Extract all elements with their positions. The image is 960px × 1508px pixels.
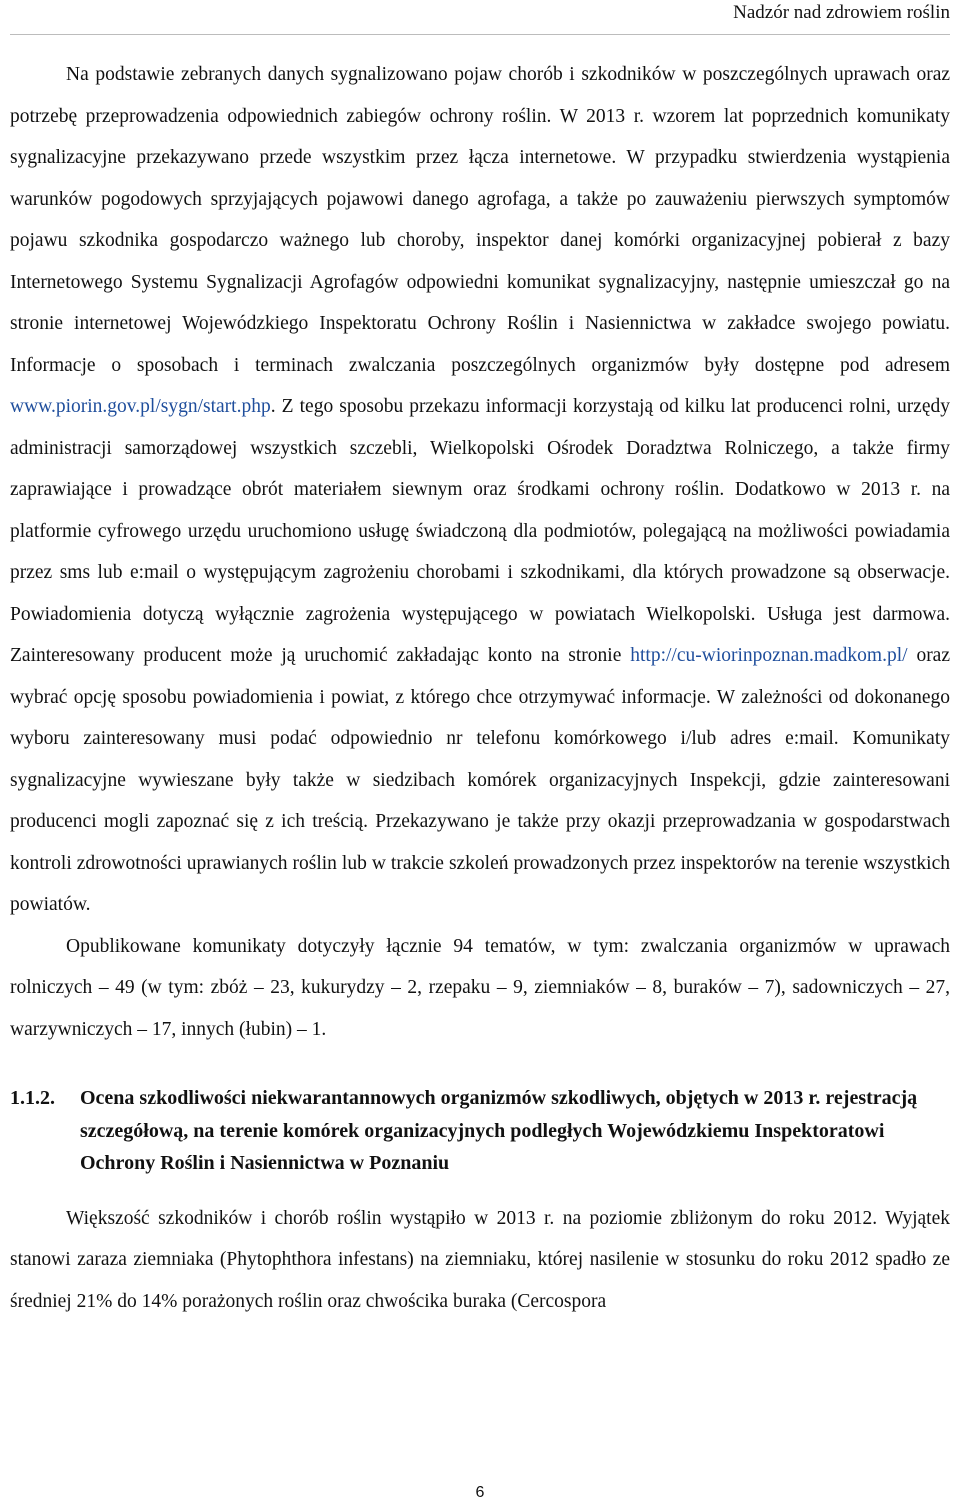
paragraph-text: . Z tego sposobu przekazu informacji korzystają od kilku lat producenci rolni, urzędy administracji samorządowej wszystkich szczebli, Wielkopolski Ośrodek Doradztwa Rolniczego, a także firmy zaprawiające i prowadzące obrót materiałem siewnym oraz środkami ochrony roślin. Dodatkowo w 2013 r. na platformie cyfrowego urzędu uruchomiono usługę świadczoną dla podmiotów, polegającą na możliwości powiadamia przez sms lub e:mail o występującym zagrożeniu chorobami i szkodnikami, dla których prowadzone są obserwacje. Powiadomienia dotyczą wyłącznie zagrożenia występującego w powiatach Wielkopolski. Usługa jest darmowa. Zainteresowany producent może ją uruchomić zakładając konto na stronie (10, 396, 950, 666)
page-footer (0, 1484, 960, 1502)
paragraph-sygnalizacja (10, 54, 950, 926)
page-header (10, 0, 950, 35)
header-title: Nadzór nad zdrowiem roślin (733, 2, 950, 23)
paragraph-text: oraz wybrać opcję sposobu powiadomienia i powiat, z którego chce otrzymywać informacje. W zależności od dokonanego wyboru zainteresowany musi podać odpowiednio nr telefonu komórkowego i/lub adres e:mail. Komunikaty sygnalizacyjne wywieszane były także w siedzibach komórek organizacyjnych Inspekcji, gdzie zainteresowani producenci mogli zapoznać się z ich treścią. Przekazywano je także przy okazji przeprowadzania w gospodarstwach kontroli zdrowotności uprawianych roślin lub w trakcie szkoleń prowadzonych przez inspektorów na terenie wszystkich powiatów. (10, 645, 950, 915)
piorin-link[interactable]: www.piorin.gov.pl/sygn/start.php (10, 396, 271, 417)
section-number: 1.1.2. (10, 1087, 55, 1109)
cu-wiorin-link[interactable]: http://cu-wiorinpoznan.madkom.pl/ (630, 645, 908, 666)
paragraph-text: Na podstawie zebranych danych sygnalizowano pojaw chorób i szkodników w poszczególnych uprawach oraz potrzebę przeprowadzenia odpowiednich zabiegów ochrony roślin. W 2013 r. wzorem lat poprzednich komunikaty sygnalizacyjne przekazywano przede wszystkim przez łącza internetowe. W przypadku stwierdzenia wystąpienia warunków pogodowych sprzyjających pojawowi danego agrofaga, a także po zauważeniu pierwszych symptomów pojawu szkodnika gospodarczo ważnego lub choroby, inspektor danej komórki organizacyjnej pobierał z bazy Internetowego Systemu Sygnalizacji Agrofagów odpowiedni komunikat sygnalizacyjny, następnie umieszczał go na stronie internetowej Wojewódzkiego Inspektoratu Ochrony Roślin i Nasiennictwa w zakładce swojego powiatu. Informacje o sposobach i terminach zwalczania poszczególnych organizmów były dostępne pod adresem (10, 64, 950, 376)
section-title: Ocena szkodliwości niekwarantannowych organizmów szkodliwych, objętych w 2013 r. rejestracją szczegółową, na terenie komórek organizacyjnych podległych Wojewódzkiemu Inspektoratowi Ochrony Roślin i Nasiennictwa w Poznaniu (80, 1087, 918, 1174)
section-heading (10, 1082, 950, 1180)
page-number: 6 (475, 1484, 485, 1501)
document-body (10, 54, 950, 1322)
paragraph-text: Większość szkodników i chorób roślin wystąpiło w 2013 r. na poziomie zbliżonym do roku 2012. Wyjątek stanowi zaraza ziemniaka (Phytophthora infestans) na ziemniaku, której nasilenie w stosunku do roku 2012 spadło ze średniej 21% do 14% porażonych roślin oraz chwościka buraka (Cercospora (10, 1207, 950, 1312)
paragraph-komunikaty (10, 926, 950, 1051)
paragraph-text: Opublikowane komunikaty dotyczyły łącznie 94 tematów, w tym: zwalczania organizmów w uprawach rolniczych – 49 (w tym: zbóż – 23, kukurydzy – 2, rzepaku – 9, ziemniaków – 8, buraków – 7), sadowniczych – 27, warzywniczych – 17, innych (łubin) – 1. (10, 935, 950, 1040)
paragraph-ocena (10, 1198, 950, 1323)
